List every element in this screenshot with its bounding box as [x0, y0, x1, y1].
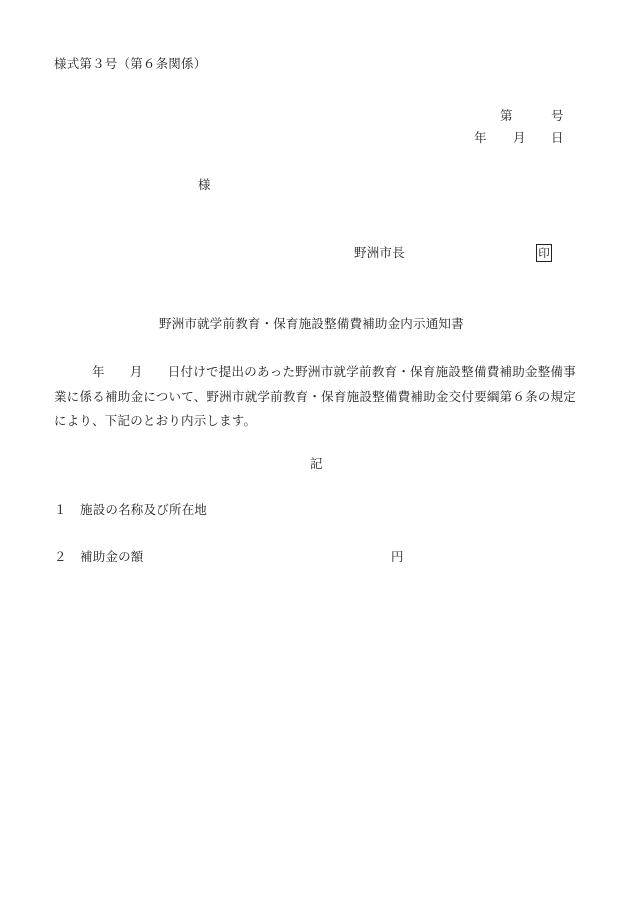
item-1-number: １: [54, 502, 67, 517]
date-year: 年: [474, 130, 487, 145]
date-day: 日: [551, 130, 564, 145]
body-text: 日付けで提出のあった野洲市就学前教育・保育施設整備費補助金整備事業に係る補助金について、野洲市就学前教育・保育施設整備費補助金交付要綱第６条の規定により、下記のとおり内示します。: [54, 364, 577, 428]
item-1-label: 施設の名称及び所在地: [80, 502, 208, 517]
document-title: 野洲市就学前教育・保育施設整備費補助金内示通知書: [159, 316, 464, 331]
number-suffix: 号: [551, 108, 564, 123]
ki-heading: 記: [310, 456, 323, 471]
form-label: 様式第３号（第６条関係）: [54, 56, 207, 71]
addressee-suffix: 様: [198, 177, 211, 192]
date-month: 月: [513, 130, 526, 145]
item-2-label: 補助金の額: [80, 549, 144, 564]
number-prefix: 第: [500, 108, 513, 123]
item-2-unit: 円: [391, 549, 404, 564]
body-year: 年: [92, 364, 105, 379]
body-paragraph: [54, 360, 576, 434]
item-2-number: ２: [54, 549, 67, 564]
seal-mark: 印: [536, 244, 552, 262]
issuer: 野洲市長: [354, 245, 405, 260]
body-month: 月: [129, 364, 143, 379]
